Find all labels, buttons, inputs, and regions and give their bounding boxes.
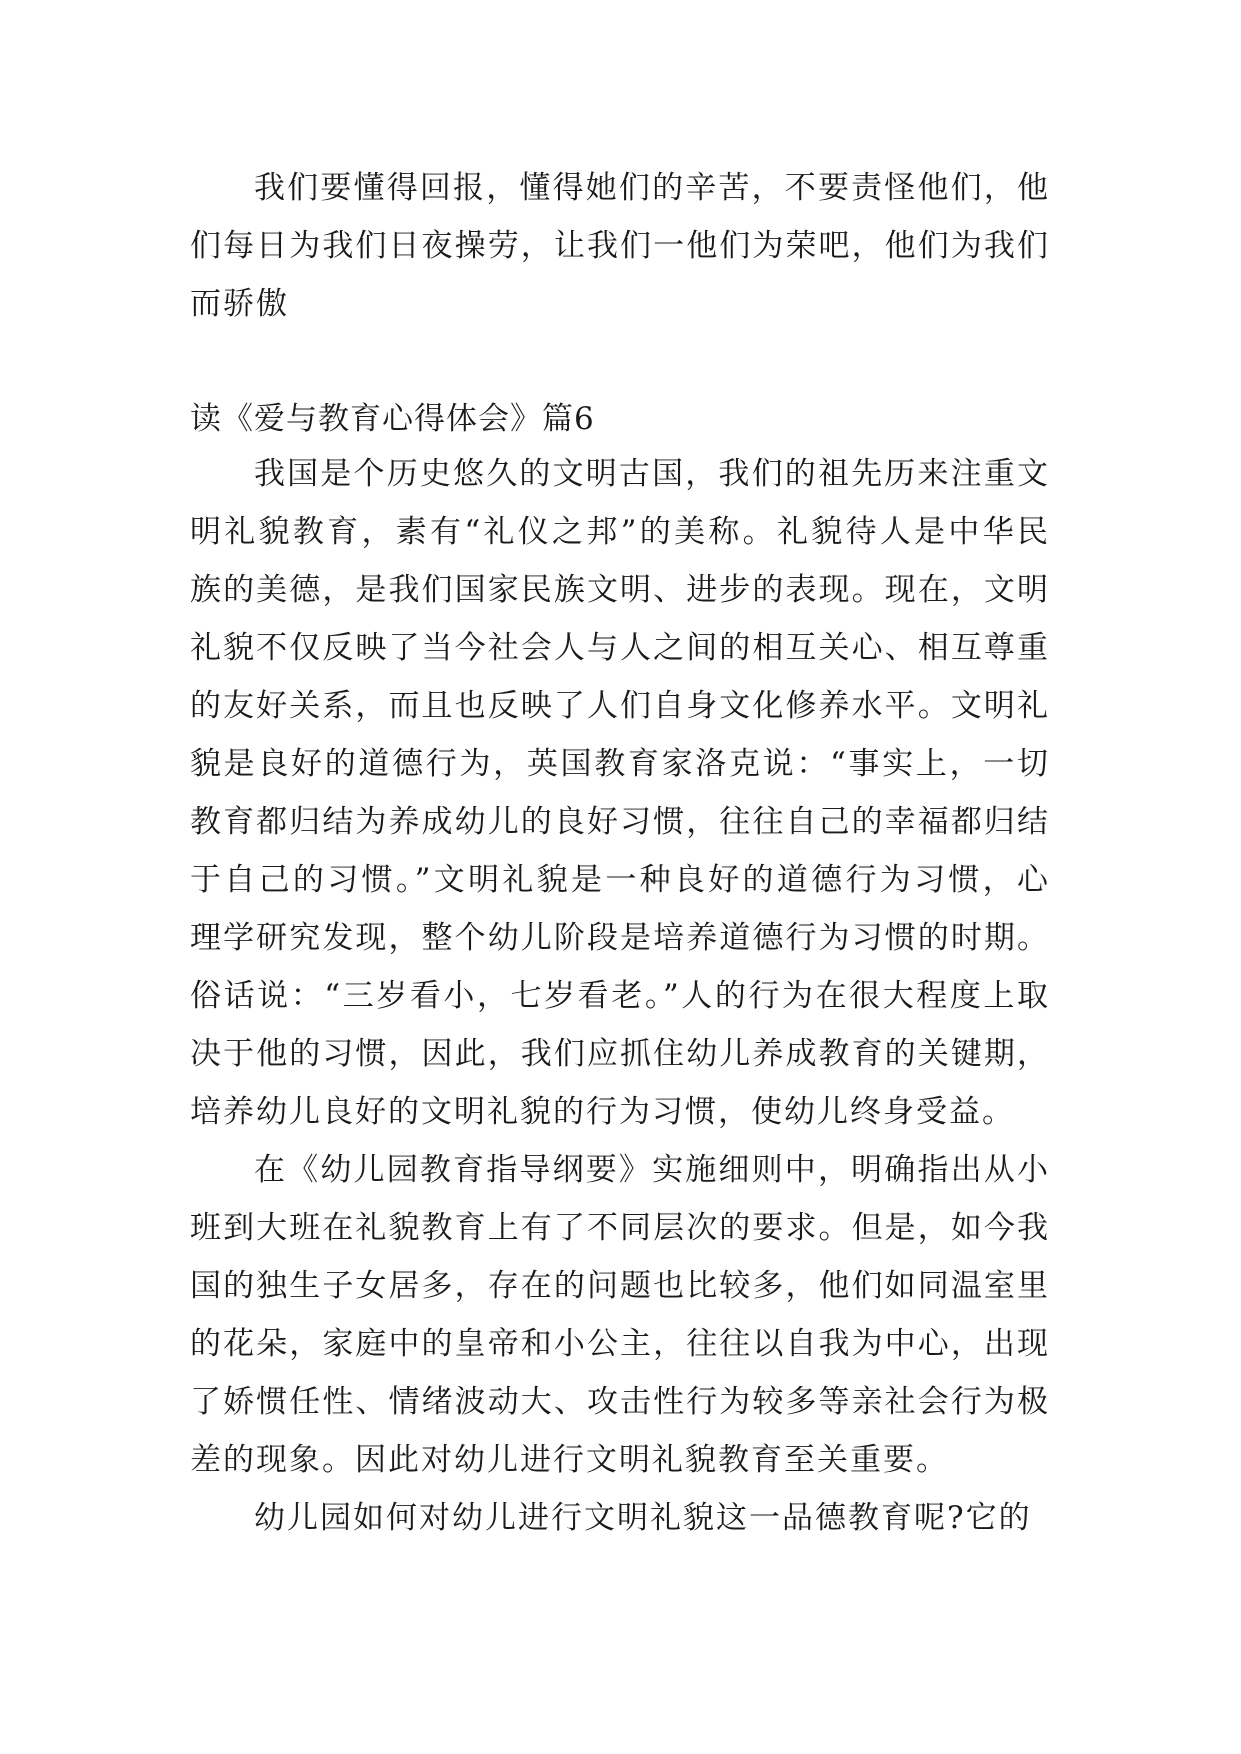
paragraph: 在《幼儿园教育指导纲要》实施细则中，明确指出从小班到大班在礼貌教育上有了不同层次的要求。但是，如今我国的独生子女居多，存在的问题也比较多，他们如同温室里的花朵，家庭中的皇帝和小公主，往往以自我为中心，出现了娇惯任性、情绪波动大、攻击性行为较多等亲社会行为极差的现象。因此对幼儿进行文明礼貌教育至关重要。: [190, 1152, 1050, 1478]
paragraph: 幼儿园如何对幼儿进行文明礼貌这一品德教育呢?它的: [254, 1500, 1032, 1536]
intro-paragraph: 我们要懂得回报，懂得她们的辛苦，不要责怪他们，他们每日为我们日夜操劳，让我们一他们为荣吧，他们为我们而骄傲: [190, 170, 1050, 322]
body-text: [190, 445, 1050, 1547]
intro-block: [190, 159, 1050, 333]
paragraph: 我国是个历史悠久的文明古国，我们的祖先历来注重文明礼貌教育，素有“礼仪之邦”的美称。礼貌待人是中华民族的美德，是我们国家民族文明、进步的表现。现在，文明礼貌不仅反映了当今社会人与人之间的相互关心、相互尊重的友好关系，而且也反映了人们自身文化修养水平。文明礼貌是良好的道德行为，英国教育家洛克说：“事实上，一切教育都归结为养成幼儿的良好习惯，往往自己的幸福都归结于自己的习惯。”文明礼貌是一种良好的道德行为习惯，心理学研究发现，整个幼儿阶段是培养道德行为习惯的时期。俗话说：“三岁看小，七岁看老。”人的行为在很大程度上取决于他的习惯，因此，我们应抓住幼儿养成教育的关键期，培养幼儿良好的文明礼貌的行为习惯，使幼儿终身受益。: [190, 456, 1050, 1130]
section-heading: 读《爱与教育心得体会》篇6: [190, 401, 595, 437]
